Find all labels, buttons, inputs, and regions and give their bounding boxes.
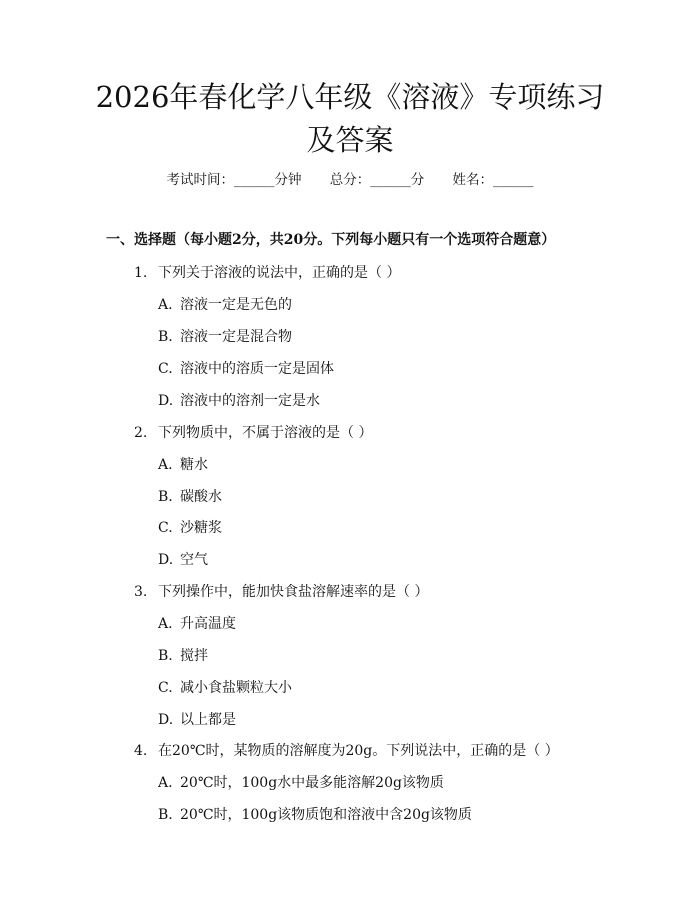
option-letter: B.	[158, 489, 173, 505]
question-2	[134, 422, 372, 442]
document-title: 2026年春化学八年级《溶液》专项练习及答案	[95, 80, 605, 157]
option-text: 20℃时，100g该物质饱和溶液中含20g该物质	[180, 807, 472, 823]
option-text: 溶液一定是混合物	[180, 329, 292, 345]
option-letter: A.	[158, 457, 173, 473]
question-1-option-a	[158, 294, 292, 314]
total-score-field: 总分：______分	[329, 172, 425, 188]
option-text: 溶液中的溶剂一定是水	[180, 393, 320, 409]
question-1-option-b	[158, 326, 292, 346]
exam-time-field: 考试时间：______分钟	[166, 172, 302, 188]
option-letter: A.	[158, 297, 173, 313]
question-text: 下列物质中，不属于溶液的是（ ）	[158, 425, 373, 441]
question-2-option-b	[158, 486, 222, 506]
option-text: 减小食盐颗粒大小	[180, 680, 292, 696]
option-text: 以上都是	[180, 712, 236, 728]
question-2-option-a	[158, 454, 208, 474]
question-number: 1.	[134, 265, 148, 281]
option-letter: C.	[158, 680, 173, 696]
question-2-option-c	[158, 517, 222, 537]
question-number: 4.	[134, 743, 148, 759]
question-2-option-d	[158, 549, 208, 569]
option-text: 溶液一定是无色的	[180, 297, 292, 313]
question-text: 在20℃时，某物质的溶解度为20g。下列说法中，正确的是（ ）	[158, 743, 559, 759]
option-text: 溶液中的溶质一定是固体	[180, 361, 334, 377]
option-letter: C.	[158, 361, 173, 377]
question-text: 下列关于溶液的说法中，正确的是（ ）	[158, 265, 401, 281]
option-text: 搅拌	[180, 648, 208, 664]
option-letter: A.	[158, 775, 173, 791]
exam-meta-line	[0, 168, 700, 188]
option-letter: A.	[158, 616, 173, 632]
question-4-option-a	[158, 772, 444, 792]
section-heading-choice: 一、选择题（每小题2分，共20分。下列每小题只有一个选项符合题意）	[106, 232, 556, 248]
student-name-field: 姓名：______	[452, 172, 534, 188]
question-4-option-b	[158, 804, 472, 824]
question-1-option-c	[158, 358, 334, 378]
question-3-option-d	[158, 709, 236, 729]
question-number: 3.	[134, 584, 148, 600]
option-text: 空气	[180, 552, 208, 568]
question-3-option-b	[158, 645, 208, 665]
option-letter: D.	[158, 393, 174, 409]
question-1	[134, 262, 400, 282]
option-text: 升高温度	[180, 616, 236, 632]
question-text: 下列操作中，能加快食盐溶解速率的是（ ）	[158, 584, 429, 600]
question-1-option-d	[158, 390, 320, 410]
option-letter: B.	[158, 329, 173, 345]
question-3-option-c	[158, 677, 292, 697]
option-text: 20℃时，100g水中最多能溶解20g该物质	[180, 775, 444, 791]
option-letter: D.	[158, 552, 174, 568]
option-letter: B.	[158, 807, 173, 823]
question-3	[134, 581, 428, 601]
question-number: 2.	[134, 425, 148, 441]
option-text: 沙糖浆	[180, 520, 222, 536]
option-text: 碳酸水	[180, 489, 222, 505]
option-letter: B.	[158, 648, 173, 664]
option-letter: D.	[158, 712, 174, 728]
option-text: 糖水	[180, 457, 208, 473]
option-letter: C.	[158, 520, 173, 536]
question-4	[134, 740, 559, 760]
question-3-option-a	[158, 613, 236, 633]
